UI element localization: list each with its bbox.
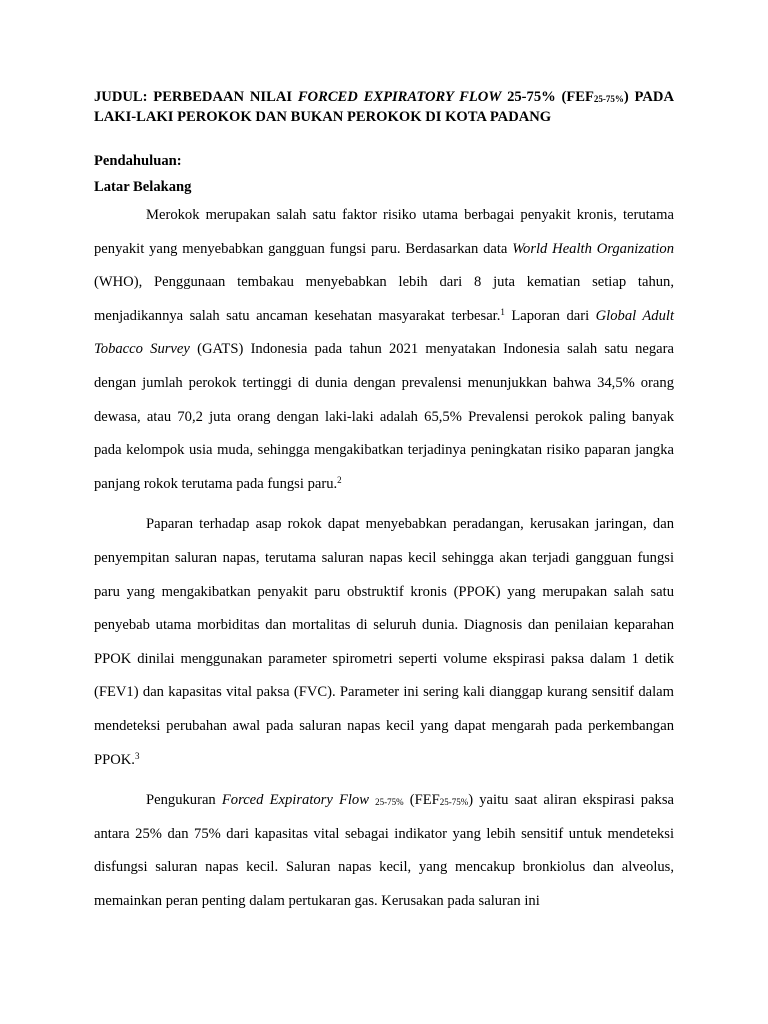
italic-term: Forced Expiratory Flow [221,792,369,809]
document-title [94,88,674,126]
paragraph-text: Merokok merupakan salah satu faktor risiko utama berbagai penyakit kronis, terutama penyakit yang menyebabkan gangguan fungsi paru. Berdasarkan data [94,207,674,257]
paragraph-text: Laporan dari [504,307,596,324]
title-text: 25-75% (FEF [501,89,594,105]
paragraph-1 [94,199,674,501]
subscript: 25-75% [375,797,404,808]
heading-introduction: Pendahuluan: [94,153,182,169]
paragraph-3 [94,784,674,918]
paragraph-2 [94,508,674,777]
title-subscript: 25-75% [593,94,624,104]
paragraph-text: Pengukuran [146,792,222,809]
document-body [94,88,674,918]
title-text: ) PADA LAKI-LAKI PEROKOK DAN BUKAN PEROKOK DI KOTA PADANG [94,89,674,125]
citation-superscript: 3 [134,750,140,761]
title-italic-term: FORCED EXPIRATORY FLOW [297,89,502,105]
paragraph-text: Paparan terhadap asap rokok dapat menyebabkan peradangan, kerusakan jaringan, dan penyempitan saluran napas, terutama saluran napas kecil sehingga akan terjadi gangguan fungsi paru yang mengakibatkan penyakit paru obstruktif kronis (PPOK) yang merupakan salah satu penyebab utama morbiditas dan mortalitas di seluruh dunia. Diagnosis dan penilaian keparahan PPOK dinilai menggunakan parameter spirometri seperti volume ekspirasi paksa dalam 1 detik (FEV1) dan kapasitas vital paksa (FVC). Parameter ini sering kali dianggap kurang sensitif dalam mendeteksi perubahan awal pada saluran napas kecil yang dapat mengarah pada perkembangan PPOK. [94,516,674,768]
paragraph-text: ) yaitu saat aliran ekspirasi paksa antara 25% dan 75% dari kapasitas vital sebagai indikator yang lebih sensitif untuk mendeteksi disfungsi saluran napas kecil. Saluran napas kecil, yang mencakup bronkiolus dan alveolus, memainkan peran penting dalam pertukaran gas. Kerusakan pada saluran ini [94,792,675,909]
citation-superscript: 1 [500,306,505,317]
heading-background: Latar Belakang [94,179,192,195]
subscript: 25-75% [439,797,469,808]
italic-term: Global Adult Tobacco Survey [94,307,674,358]
paragraph-text: (WHO), Penggunaan tembakau menyebabkan lebih dari 8 juta kematian setiap tahun, menjadikannya salah satu ancaman kesehatan masyarakat terbesar. [94,274,674,324]
citation-superscript: 2 [337,474,342,485]
title-text: JUDUL: PERBEDAAN NILAI [94,89,298,105]
italic-term: World Health Organization [512,240,674,257]
paragraph-text: (GATS) Indonesia pada tahun 2021 menyatakan Indonesia salah satu negara dengan jumlah perokok tertinggi di dunia dengan prevalensi menunjukkan bahwa 34,5% orang dewasa, atau 70,2 juta orang dengan laki-laki adalah 65,5% Prevalensi perokok paling banyak pada kelompok usia muda, sehingga mengakibatkan terjadinya peningkatan risiko paparan jangka panjang rokok terutama pada fungsi paru. [94,341,674,492]
paragraph-text: (FEF [403,792,440,809]
